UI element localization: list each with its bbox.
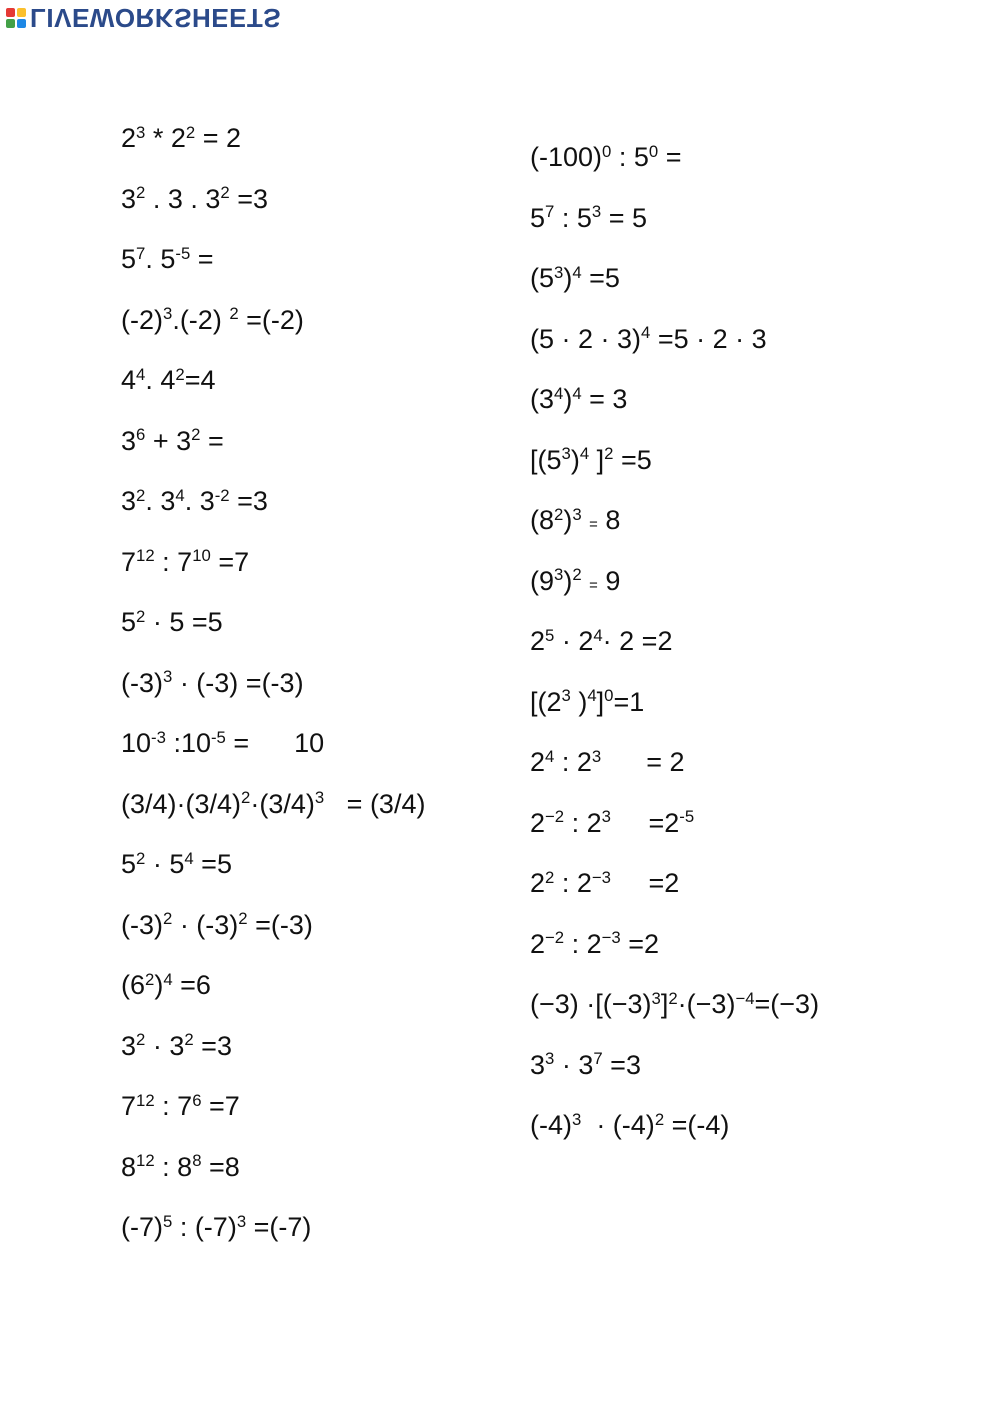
exponent: 5 <box>163 1211 173 1231</box>
exponent: 4 <box>641 323 651 343</box>
exponent: 2 <box>136 183 146 203</box>
exponent: 2 <box>175 364 185 384</box>
expression-text: =(-3) <box>247 909 313 940</box>
expression-text: · (-3) =(-3) <box>172 667 304 698</box>
exercise-line <box>530 611 819 672</box>
expression-text: : 2 <box>554 868 592 898</box>
expression-text: =2 <box>610 807 680 838</box>
exponent: 3 <box>561 444 571 464</box>
exercise-line <box>121 1137 425 1198</box>
exponent: 2 <box>136 1030 146 1050</box>
exponent: 4 <box>572 383 582 403</box>
exponent: -5 <box>175 243 191 263</box>
expression-text: 3 <box>530 1049 546 1080</box>
expression-text: =5 · 2 · 3 <box>650 323 767 354</box>
expression-text: 3 <box>121 425 137 456</box>
exponent: 2 <box>145 969 155 989</box>
expression-text: 2 <box>530 807 546 838</box>
exercise-line <box>121 592 425 653</box>
logo-block-green <box>6 19 15 28</box>
expression-text: = <box>658 142 682 172</box>
exponent: 4 <box>587 686 597 706</box>
expression-text: 2 <box>530 747 546 777</box>
expression-text: =(-4) <box>664 1110 730 1140</box>
expression-text: ] <box>660 989 669 1019</box>
expression-text: =5 <box>613 444 652 475</box>
expression-text: 5 <box>121 244 137 274</box>
expression-text: (5 <box>530 263 555 293</box>
exponent: 2 <box>191 425 201 445</box>
expression-text: . 3 <box>184 486 215 516</box>
expression-text: = <box>589 517 598 533</box>
expression-text: 4 <box>121 365 137 395</box>
exponent: 3 <box>163 304 173 324</box>
expression-text: =3 <box>229 183 268 214</box>
exponent: 3 <box>545 1049 555 1069</box>
exponent: 3 <box>591 202 602 222</box>
exponent: 2 <box>572 565 582 585</box>
exponent: 4 <box>545 746 555 766</box>
exponent: −3 <box>591 867 611 887</box>
expression-text: 8 <box>121 1151 137 1182</box>
exponent: 10 <box>192 546 211 566</box>
expression-text: ) <box>563 505 573 535</box>
exponent: -2 <box>214 485 230 505</box>
exponent: -5 <box>679 807 695 827</box>
exercise-line <box>121 774 425 835</box>
exponent: 2 <box>136 606 146 626</box>
expression-text: ·(3/4) <box>250 788 315 819</box>
exponent: 2 <box>554 504 564 524</box>
expression-text: . 5 <box>145 244 176 274</box>
exponent: 4 <box>163 969 173 989</box>
expression-text: 7 <box>121 546 137 577</box>
expression-text: = 3 <box>581 384 628 414</box>
exponent: 0 <box>604 686 614 706</box>
exercise-line <box>530 430 819 491</box>
expression-text: =3 <box>229 486 268 516</box>
expression-text: = <box>589 577 598 594</box>
expression-text: · 2 <box>554 626 594 656</box>
exponent: 2 <box>163 909 173 929</box>
expression-text: 5 <box>121 849 137 879</box>
exercise-line <box>121 1076 425 1137</box>
exercise-line <box>121 411 425 472</box>
exponent: 3 <box>136 122 146 142</box>
expression-text: ) <box>563 384 573 414</box>
exponent: −2 <box>545 807 565 827</box>
expression-text: ] <box>589 444 605 475</box>
exponent: 12 <box>136 1090 155 1110</box>
expression-text: · 5 =5 <box>145 607 223 637</box>
expression-text: [(5 <box>530 444 562 475</box>
exercise-line <box>121 955 425 1016</box>
expression-text: 8 <box>597 505 621 535</box>
logo-block-blue <box>17 19 26 28</box>
expression-text: 2 <box>121 123 137 153</box>
expression-text: 10 <box>121 728 152 758</box>
exercise-line <box>530 127 819 188</box>
expression-text: : 8 <box>154 1151 193 1182</box>
expression-text: =8 <box>201 1151 240 1182</box>
expression-text: · 5 <box>145 849 185 879</box>
exponent: -3 <box>151 727 166 747</box>
expression-text: (-100) <box>530 142 603 172</box>
expression-text: ) <box>570 686 588 717</box>
exponent: 5 <box>545 625 555 645</box>
expression-text: = 5 <box>601 202 647 233</box>
exercise-line <box>121 108 425 169</box>
expression-text: : (-7) <box>172 1212 237 1242</box>
exponent: 2 <box>654 1109 665 1129</box>
exponent: 0 <box>602 141 612 161</box>
exercise-line <box>530 914 819 975</box>
expression-text: · 3 <box>554 1049 594 1080</box>
exercise-line <box>121 471 425 532</box>
exercise-line <box>530 853 819 914</box>
expression-text: · 2 =2 <box>602 626 673 656</box>
expression-text: . 4 <box>145 365 176 395</box>
expression-text: (-7) <box>121 1212 163 1242</box>
exponent: 2 <box>604 444 614 464</box>
exponent: 2 <box>241 788 251 808</box>
exponent: 3 <box>591 746 602 766</box>
expression-text: =5 <box>193 849 232 879</box>
exercise-line <box>530 732 819 793</box>
exponent: 3 <box>572 1109 582 1129</box>
exercise-line <box>530 1035 819 1096</box>
expression-text: 2 <box>530 928 546 959</box>
exponent: 12 <box>136 546 155 566</box>
expression-text: · (-3) <box>172 909 239 940</box>
exponent: 2 <box>136 485 146 505</box>
expression-text: = 2 <box>601 747 685 777</box>
exponent: 3 <box>554 565 564 585</box>
exercise-line <box>121 290 425 351</box>
exponent: -5 <box>210 727 226 747</box>
exponent: 7 <box>136 243 146 263</box>
expression-text: .(-2) <box>172 304 230 335</box>
expression-text: (-3) <box>121 909 163 940</box>
expression-text: 2 <box>530 626 546 656</box>
expression-text: · (-4) <box>581 1110 655 1140</box>
expression-text: ) <box>563 565 573 596</box>
expression-text: . 3 <box>145 486 176 516</box>
expression-text: (-4) <box>530 1110 572 1140</box>
expression-text: =4 <box>184 365 216 395</box>
exercise-line <box>530 672 819 733</box>
expression-text: : 2 <box>554 747 592 777</box>
exponent: 4 <box>554 383 564 403</box>
expression-text: (3 <box>530 384 555 414</box>
expression-text: =2 <box>620 928 660 959</box>
expression-text: : 2 <box>564 928 602 959</box>
expression-text: =3 <box>193 1030 232 1061</box>
exercise-line <box>530 490 819 551</box>
expression-text: = 10 <box>225 728 325 758</box>
exercise-line <box>530 188 819 249</box>
exponent: 4 <box>136 364 146 384</box>
exponent: 4 <box>579 444 590 464</box>
expression-text: =3 <box>602 1049 641 1080</box>
expression-text: ) <box>563 263 573 293</box>
expression-text: * 2 <box>145 123 186 153</box>
expression-text: 9 <box>597 565 621 596</box>
expression-text: 3 <box>121 1030 137 1061</box>
expression-text: (9 <box>530 565 555 596</box>
expression-text: (-3) <box>121 667 163 698</box>
exponent: 3 <box>572 504 582 524</box>
expression-text: ] <box>596 686 605 717</box>
expression-text: ) <box>570 444 580 475</box>
exercise-line <box>121 350 425 411</box>
exponent: 4 <box>184 848 194 868</box>
exponent: 3 <box>554 262 564 282</box>
exercise-line <box>121 653 425 714</box>
expression-text: 5 <box>530 202 546 233</box>
expression-text: =5 <box>581 263 620 293</box>
exponent: 3 <box>314 788 325 808</box>
exercise-line <box>530 1095 819 1156</box>
exponent: 7 <box>593 1049 603 1069</box>
expression-text: 3 <box>121 486 137 516</box>
expression-text: (5 · 2 · 3) <box>530 323 642 354</box>
exponent: 4 <box>175 485 185 505</box>
exponent: 7 <box>545 202 555 222</box>
exponent: 2 <box>185 122 196 142</box>
exercise-line <box>530 309 819 370</box>
exercise-line <box>121 169 425 230</box>
exponent: −2 <box>545 928 565 948</box>
expression-text: (−3) ·[(−3) <box>530 989 652 1019</box>
exponent: 2 <box>136 848 146 868</box>
expression-text: (6 <box>121 970 146 1000</box>
exponent: 3 <box>651 988 661 1008</box>
exponent: 4 <box>572 262 582 282</box>
expression-text: =1 <box>613 686 645 717</box>
expression-text: 3 <box>121 183 137 214</box>
exponent: 0 <box>648 141 659 161</box>
logo-block-yellow <box>17 8 26 17</box>
exercise-line <box>121 532 425 593</box>
exponent: 2 <box>668 988 678 1008</box>
exponent: 6 <box>136 425 146 445</box>
expression-text: [(2 <box>530 686 562 717</box>
expression-text: = 2 <box>195 123 241 153</box>
expression-text: : 2 <box>564 807 602 838</box>
expression-text: (3/4)·(3/4) <box>121 788 242 819</box>
expression-text: =7 <box>210 546 250 577</box>
logo-text: LIVEWORKSHEETS <box>30 3 282 33</box>
exercise-line <box>121 229 425 290</box>
expression-text: (-2) <box>121 304 163 335</box>
expression-text: : 5 <box>611 142 649 172</box>
exponent: 8 <box>192 1151 202 1171</box>
exercise-line <box>530 248 819 309</box>
expression-text: =(−3) <box>754 989 820 1019</box>
logo-blocks-icon <box>6 8 26 28</box>
expression-text: : 5 <box>554 202 592 233</box>
exponent: 6 <box>192 1090 202 1110</box>
exponent: 4 <box>593 625 603 645</box>
exponent: 2 <box>545 867 555 887</box>
exponent: 2 <box>229 304 239 324</box>
exercise-line <box>530 551 819 612</box>
exponent: 3 <box>601 807 611 827</box>
expression-text: = <box>190 244 214 274</box>
left-exercise-column <box>121 108 425 1258</box>
expression-text: =2 <box>610 868 680 898</box>
right-exercise-column <box>530 127 819 1156</box>
expression-text: + 3 <box>145 425 192 456</box>
exercise-line <box>530 974 819 1035</box>
exercise-line <box>121 713 425 774</box>
exponent: 12 <box>136 1151 155 1171</box>
expression-text: 5 <box>121 607 137 637</box>
expression-text: =6 <box>172 970 211 1000</box>
liveworksheets-logo <box>6 4 281 32</box>
exercise-line <box>121 895 425 956</box>
expression-text: · 3 <box>145 1030 185 1061</box>
exercise-line <box>121 834 425 895</box>
expression-text: ) <box>154 970 164 1000</box>
exponent: 2 <box>220 183 230 203</box>
expression-text: : 7 <box>154 1091 193 1121</box>
exercise-line <box>121 1016 425 1077</box>
expression-text: =(-2) <box>238 304 304 335</box>
exponent: −4 <box>735 988 755 1008</box>
exponent: 3 <box>236 1211 247 1231</box>
exponent: 2 <box>184 1030 194 1050</box>
expression-text: =7 <box>201 1091 240 1121</box>
expression-text: =(-7) <box>246 1212 312 1242</box>
expression-text: = <box>200 425 224 456</box>
expression-text: 7 <box>121 1091 137 1121</box>
exponent: −3 <box>601 928 621 948</box>
exponent: 2 <box>238 909 248 929</box>
expression-text: . 3 . 3 <box>145 183 221 214</box>
exercise-line <box>121 1197 425 1258</box>
expression-text: : 7 <box>154 546 193 577</box>
exercise-line <box>530 793 819 854</box>
exponent: 3 <box>561 686 571 706</box>
exercise-line <box>530 369 819 430</box>
expression-text: (8 <box>530 505 555 535</box>
expression-text: :10 <box>165 728 211 758</box>
exponent: 3 <box>163 667 173 687</box>
expression-text: = (3/4) <box>324 788 426 819</box>
expression-text: ·(−3) <box>677 989 736 1019</box>
logo-block-red <box>6 8 15 17</box>
expression-text: 2 <box>530 868 546 898</box>
